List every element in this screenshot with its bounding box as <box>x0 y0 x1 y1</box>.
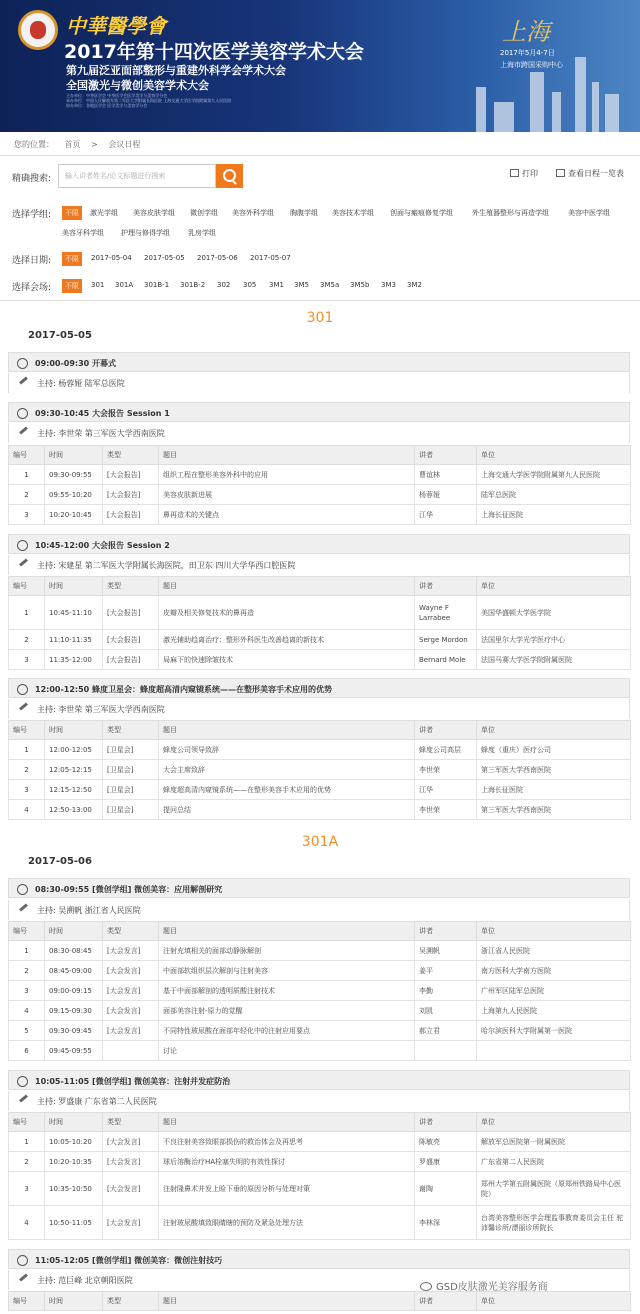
column-header-time: 时间 <box>45 922 103 941</box>
table-row[interactable] <box>9 1152 631 1172</box>
cell-no: 4 <box>9 1206 45 1240</box>
venue-chip[interactable]: 3M5a <box>320 281 340 289</box>
column-header-speaker: 讲者 <box>415 577 477 596</box>
column-header-speaker: 讲者 <box>415 922 477 941</box>
table-row[interactable] <box>9 1001 631 1021</box>
cell-title: 蜂度公司领导致辞 <box>159 740 415 760</box>
room-header-301A: 301A <box>301 834 339 850</box>
cell-title: 注射玻尿酸填致眼睛瞎的预防及紧急处理方法 <box>159 1206 415 1240</box>
cell-speaker: Bernard Mole <box>415 650 477 670</box>
table-row[interactable] <box>9 465 631 485</box>
table-row[interactable] <box>9 1132 631 1152</box>
session-host: 主持: 李世荣 第三军医大学西南医院 <box>8 699 630 719</box>
venue-chip[interactable]: 3M1 <box>269 281 284 289</box>
cell-type: [大会报告] <box>103 505 159 525</box>
cell-time: 09:30-09:55 <box>45 465 103 485</box>
cell-time: 09:15-09:30 <box>45 1001 103 1021</box>
schedule-table <box>8 1112 631 1240</box>
table-row[interactable] <box>9 780 631 800</box>
cell-title: 不良注射美容致眼部损伤的救治体会及再思考 <box>159 1132 415 1152</box>
group-chip[interactable]: 美容技术学组 <box>332 209 374 217</box>
venue-chip[interactable]: 301 <box>91 281 105 289</box>
column-header-time: 时间 <box>45 446 103 465</box>
table-row[interactable] <box>9 596 631 630</box>
column-header-unit: 单位 <box>477 1113 631 1132</box>
column-header-time: 时间 <box>45 577 103 596</box>
cell-type: [大会发言] <box>103 1172 159 1206</box>
venue-chip[interactable]: 3M5 <box>294 281 309 289</box>
cell-unit: 蜂度（重庆）医疗公司 <box>477 740 631 760</box>
table-row[interactable] <box>9 981 631 1001</box>
breadcrumb-current: 会议日程 <box>108 140 141 149</box>
cell-type: [大会发言] <box>103 1021 159 1041</box>
skyline-building <box>476 87 486 132</box>
column-header-type: 类型 <box>103 1113 159 1132</box>
table-header-row <box>9 1292 631 1311</box>
wechat-icon <box>420 1282 432 1291</box>
cell-speaker: 蜂度公司高层 <box>415 740 477 760</box>
session-bar[interactable]: 10:05-11:05 [微创学组] 微创美容：注射并发症防治 <box>8 1070 630 1090</box>
table-row[interactable] <box>9 941 631 961</box>
date-chip[interactable]: 2017-05-07 <box>250 254 291 262</box>
schedule-table <box>8 576 631 670</box>
skyline-building <box>605 94 619 132</box>
conference-banner <box>0 0 640 132</box>
group-chip[interactable]: 乳房学组 <box>188 229 216 237</box>
cell-time: 12:15-12:50 <box>45 780 103 800</box>
cell-no: 4 <box>9 800 45 820</box>
column-header-no: 编号 <box>9 577 45 596</box>
cell-speaker: 江华 <box>415 505 477 525</box>
cell-time: 12:50-13:00 <box>45 800 103 820</box>
cell-time: 09:55-10:20 <box>45 485 103 505</box>
table-header-row <box>9 922 631 941</box>
session-host: 主持: 宋建星 第二军医大学附属长海医院，田卫东 四川大学华西口腔医院 <box>8 555 630 575</box>
cell-speaker: 杨蓉娅 <box>415 485 477 505</box>
session-bar[interactable]: 09:30-10:45 大会报告 Session 1 <box>8 402 630 422</box>
column-header-speaker: 讲者 <box>415 1292 477 1311</box>
cell-no: 1 <box>9 465 45 485</box>
cell-speaker <box>415 1041 477 1061</box>
cell-type: [大会报告] <box>103 650 159 670</box>
column-header-time: 时间 <box>45 721 103 740</box>
cell-type: [大会发言] <box>103 1206 159 1240</box>
cell-no: 1 <box>9 596 45 630</box>
table-header-row <box>9 577 631 596</box>
cell-speaker: Serge Mordon <box>415 630 477 650</box>
cell-type: [卫星会] <box>103 760 159 780</box>
venue-chip[interactable]: 305 <box>243 281 257 289</box>
cell-title: 中面部软组织层次解剖与注射美容 <box>159 961 415 981</box>
cell-title: 面部美容注射-原力的觉醒 <box>159 1001 415 1021</box>
cell-type <box>103 1041 159 1061</box>
divider <box>0 300 640 301</box>
print-icon <box>510 169 519 177</box>
cell-no: 2 <box>9 485 45 505</box>
cell-unit: 第三军医大学西南医院 <box>477 800 631 820</box>
cell-no: 1 <box>9 941 45 961</box>
cell-unit: 浙江省人民医院 <box>477 941 631 961</box>
watermark: GSD皮肤激光美容服务商 <box>420 1278 632 1293</box>
cell-unit: 陆军总医院 <box>477 485 631 505</box>
schedule-table <box>8 445 631 525</box>
cell-type: [大会发言] <box>103 1001 159 1021</box>
cell-speaker: Wayne F Larrabee <box>415 596 477 630</box>
search-label: 精确搜索: <box>12 174 52 184</box>
cell-unit: 上海长征医院 <box>477 505 631 525</box>
cell-time: 12:05-12:15 <box>45 760 103 780</box>
group-chip[interactable]: 微创学组 <box>190 209 218 217</box>
cell-unit <box>477 1041 631 1061</box>
cell-unit: 法国马赛大学医学院附属医院 <box>477 650 631 670</box>
cell-title: 球后溶酶治疗HA栓塞失明的有效性探讨 <box>159 1152 415 1172</box>
cell-type: [大会发言] <box>103 961 159 981</box>
column-header-type: 类型 <box>103 1292 159 1311</box>
table-row[interactable] <box>9 1041 631 1061</box>
table-header-row <box>9 1113 631 1132</box>
skyline-building <box>592 82 599 132</box>
cell-no: 3 <box>9 650 45 670</box>
cell-title: 皮瓣及相关修复技术的鼻再造 <box>159 596 415 630</box>
document-icon <box>556 169 565 177</box>
table-row[interactable] <box>9 740 631 760</box>
column-header-unit: 单位 <box>477 446 631 465</box>
cell-time: 09:00-09:15 <box>45 981 103 1001</box>
venue-chip-all[interactable]: 不限 <box>62 279 82 293</box>
cell-speaker: 姜平 <box>415 961 477 981</box>
cell-speaker: 李勤 <box>415 981 477 1001</box>
cell-time: 10:20-10:45 <box>45 505 103 525</box>
cell-no: 2 <box>9 961 45 981</box>
column-header-unit: 单位 <box>477 1292 631 1311</box>
banner-dates: 2017年5月4-7日 <box>500 49 555 57</box>
banner-city: 上海 <box>502 18 550 46</box>
cell-no: 2 <box>9 1152 45 1172</box>
table-row[interactable] <box>9 1021 631 1041</box>
group-chip-all[interactable]: 不限 <box>62 206 82 220</box>
table-row[interactable] <box>9 760 631 780</box>
print-button[interactable]: 打印 <box>510 168 538 179</box>
cell-type: [大会发言] <box>103 941 159 961</box>
cell-no: 3 <box>9 981 45 1001</box>
session-host: 主持: 范巨峰 北京朝阳医院 <box>8 1270 630 1290</box>
column-header-title: 题目 <box>159 1292 415 1311</box>
table-row[interactable] <box>9 505 631 525</box>
cell-speaker: 刘凯 <box>415 1001 477 1021</box>
breadcrumb-home-link[interactable]: 首页 <box>64 140 81 149</box>
column-header-speaker: 讲者 <box>415 1113 477 1132</box>
cell-speaker: 李林深 <box>415 1206 477 1240</box>
cell-type: [大会报告] <box>103 465 159 485</box>
session-host: 主持: 吴溯帆 浙江省人民医院 <box>8 900 630 920</box>
table-row[interactable] <box>9 1206 631 1240</box>
cell-no: 3 <box>9 1172 45 1206</box>
column-header-type: 类型 <box>103 922 159 941</box>
cell-type: [卫星会] <box>103 800 159 820</box>
table-row[interactable] <box>9 650 631 670</box>
cell-speaker: 李世荣 <box>415 760 477 780</box>
cell-speaker: 江华 <box>415 780 477 800</box>
column-header-time: 时间 <box>45 1292 103 1311</box>
cell-unit: 第三军医大学西南医院 <box>477 760 631 780</box>
column-header-no: 编号 <box>9 1113 45 1132</box>
cell-speaker: 曹谊林 <box>415 465 477 485</box>
column-header-unit: 单位 <box>477 721 631 740</box>
divider <box>0 155 640 156</box>
cell-time: 10:45-11:10 <box>45 596 103 630</box>
cell-title: 不同特性玻尿酸在面部年轻化中的注射应用要点 <box>159 1021 415 1041</box>
cell-unit: 南方医科大学南方医院 <box>477 961 631 981</box>
cell-unit: 解放军总医院第一附属医院 <box>477 1132 631 1152</box>
cell-unit: 法国里尔大学光学医疗中心 <box>477 630 631 650</box>
table-header-row <box>9 721 631 740</box>
cell-speaker: 吴溯帆 <box>415 941 477 961</box>
cell-type: [大会发言] <box>103 981 159 1001</box>
banner-society-name: 中華醫學會 <box>66 14 166 38</box>
column-header-title: 题目 <box>159 446 415 465</box>
cell-time: 10:35-10:50 <box>45 1172 103 1206</box>
cell-unit: 广东省第二人民医院 <box>477 1152 631 1172</box>
cell-type: [大会发言] <box>103 1152 159 1172</box>
group-chip[interactable]: 胸腹学组 <box>290 209 318 217</box>
cell-time: 10:05-10:20 <box>45 1132 103 1152</box>
cell-title: 组织工程在整形美容外科中的应用 <box>159 465 415 485</box>
session-host: 主持: 罗盛康 广东省第二人民医院 <box>8 1091 630 1111</box>
column-header-speaker: 讲者 <box>415 446 477 465</box>
cell-title: 鼻再造术的关键点 <box>159 505 415 525</box>
group-chip[interactable]: 美容牙科学组 <box>62 229 104 237</box>
cell-unit: 哈尔滨医科大学附属第一医院 <box>477 1021 631 1041</box>
banner-subtitle-2: 全国激光与微创美容学术大会 <box>66 79 209 92</box>
group-chip[interactable]: 创面与瘢痕修复学组 <box>390 209 453 217</box>
cell-unit: 郑州大学第五附属医院（原郑州铁路局中心医院） <box>477 1172 631 1206</box>
table-row[interactable] <box>9 800 631 820</box>
column-header-no: 编号 <box>9 721 45 740</box>
column-header-title: 题目 <box>159 577 415 596</box>
table-row[interactable] <box>9 961 631 981</box>
schedule-table <box>8 921 631 1061</box>
cell-no: 1 <box>9 1132 45 1152</box>
cell-title: 蜂度超高清内窥镜系统——在整形美容手术应用的优势 <box>159 780 415 800</box>
schedule-table <box>8 720 631 820</box>
cell-title: 大会主席致辞 <box>159 760 415 780</box>
column-header-no: 编号 <box>9 922 45 941</box>
cell-time: 08:30-08:45 <box>45 941 103 961</box>
cell-title: 局麻下的快速除皱技术 <box>159 650 415 670</box>
venue-chip[interactable]: 301B-2 <box>180 281 206 289</box>
cell-time: 09:45-09:55 <box>45 1041 103 1061</box>
session-bar[interactable]: 09:00-09:30 开幕式 <box>8 352 630 372</box>
cell-type: [大会报告] <box>103 630 159 650</box>
cell-type: [卫星会] <box>103 740 159 760</box>
cell-type: [大会发言] <box>103 1132 159 1152</box>
cell-unit: 上海长征医院 <box>477 780 631 800</box>
group-chip[interactable]: 美容外科学组 <box>232 209 274 217</box>
group-chip[interactable]: 护理与修得学组 <box>121 229 170 237</box>
cell-no: 3 <box>9 780 45 800</box>
banner-subtitle-1: 第九届泛亚面部整形与重建外科学会学术大会 <box>66 64 286 77</box>
group-chip[interactable]: 美容中医学组 <box>568 209 610 217</box>
session-bar[interactable]: 12:00-12:50 蜂度卫星会：蜂度超高清内窥镜系统——在整形美容手术应用的优势 <box>8 678 630 698</box>
cell-title: 注射隆鼻术并发上睑下垂的原因分析与处理对策 <box>159 1172 415 1206</box>
venue-chip[interactable]: 3M3 <box>381 281 396 289</box>
date-header: 2017-05-05 <box>28 330 92 341</box>
cell-time: 08:45-09:00 <box>45 961 103 981</box>
cell-no: 3 <box>9 505 45 525</box>
cell-time: 12:00-12:05 <box>45 740 103 760</box>
cell-type: [大会报告] <box>103 485 159 505</box>
cell-speaker: 罗盛康 <box>415 1152 477 1172</box>
cell-unit: 台湾美容整形医学会理监事教育委员会主任 驼沛馨诊所/漂丽诊所院长 <box>477 1206 631 1240</box>
cell-time: 10:50-11:05 <box>45 1206 103 1240</box>
cell-no: 1 <box>9 740 45 760</box>
column-header-type: 类型 <box>103 446 159 465</box>
venue-filter-label: 选择会场: <box>12 283 52 293</box>
column-header-unit: 单位 <box>477 577 631 596</box>
cell-no: 2 <box>9 630 45 650</box>
banner-organizers: 主办单位：中华医学会 中华医学会医学美学与美容学分会 承办单位：中国人民解放军第二军医大学附属长海医院 上海交通大学医学院附属第九人民医院 协办单位：各地医学会 医学美学与美容学分会 <box>66 93 232 108</box>
table-header-row <box>9 446 631 465</box>
cell-speaker: 陈敏亮 <box>415 1132 477 1152</box>
date-chip[interactable]: 2017-05-06 <box>197 254 238 262</box>
breadcrumb: 您的位置： 首页 > 会议日程 <box>14 140 141 149</box>
cell-title: 注射充填相关的面部动静脉解剖 <box>159 941 415 961</box>
group-chip[interactable]: 外生殖器整形与再造学组 <box>472 209 549 217</box>
table-row[interactable] <box>9 1172 631 1206</box>
session-bar[interactable]: 08:30-09:55 [微创学组] 微创美容：应用解剖研究 <box>8 878 630 898</box>
skyline-building <box>530 72 544 132</box>
session-bar[interactable]: 10:45-12:00 大会报告 Session 2 <box>8 534 630 554</box>
group-filter-label: 选择学组: <box>12 210 52 220</box>
column-header-title: 题目 <box>159 922 415 941</box>
cell-time: 11:35-12:00 <box>45 650 103 670</box>
session-host: 主持: 杨蓉娅 陆军总医院 <box>8 373 630 393</box>
column-header-time: 时间 <box>45 1113 103 1132</box>
skyline-building <box>552 92 561 132</box>
cell-no: 5 <box>9 1021 45 1041</box>
cell-unit: 上海交通大学医学院附属第九人民医院 <box>477 465 631 485</box>
date-chip-all[interactable]: 不限 <box>62 252 82 266</box>
cell-no: 6 <box>9 1041 45 1061</box>
cell-title: 提问总结 <box>159 800 415 820</box>
cell-time: 10:20-10:35 <box>45 1152 103 1172</box>
cell-time: 11:10-11:35 <box>45 630 103 650</box>
cell-title: 激光辅助趋离治疗：整形外科医生改善趋离的新技术 <box>159 630 415 650</box>
date-filter-label: 选择日期: <box>12 256 52 266</box>
view-schedule-overview-button[interactable]: 查看日程一览表 <box>556 168 624 179</box>
cell-time: 09:30-09:45 <box>45 1021 103 1041</box>
venue-chip[interactable]: 301B-1 <box>144 281 170 289</box>
schedule-table <box>8 1291 631 1311</box>
venue-chip[interactable]: 301A <box>115 281 134 289</box>
cell-title: 基于中面部解剖的透明质酸注射技术 <box>159 981 415 1001</box>
column-header-no: 编号 <box>9 1292 45 1311</box>
date-chip[interactable]: 2017-05-05 <box>144 254 185 262</box>
column-header-unit: 单位 <box>477 922 631 941</box>
room-header-301: 301 <box>306 310 334 326</box>
cell-type: [卫星会] <box>103 780 159 800</box>
cell-unit: 广州军区陆军总医院 <box>477 981 631 1001</box>
column-header-title: 题目 <box>159 1113 415 1132</box>
skyline-building <box>494 102 514 132</box>
society-logo-icon <box>18 10 58 50</box>
cell-no: 2 <box>9 760 45 780</box>
venue-chip[interactable]: 3M2 <box>407 281 422 289</box>
table-row[interactable] <box>9 485 631 505</box>
group-chip[interactable]: 激光学组 <box>90 209 118 217</box>
column-header-title: 题目 <box>159 721 415 740</box>
banner-venue: 上海市跨国采购中心 <box>500 61 563 69</box>
cell-speaker: 谢陶 <box>415 1172 477 1206</box>
cell-unit: 美国华盛顿大学医学院 <box>477 596 631 630</box>
banner-title: 2017年第十四次医学美容学术大会 <box>64 41 364 63</box>
cell-speaker: 李世荣 <box>415 800 477 820</box>
cell-type: [大会报告] <box>103 596 159 630</box>
skyline-building <box>575 57 586 132</box>
cell-title: 讨论 <box>159 1041 415 1061</box>
column-header-speaker: 讲者 <box>415 721 477 740</box>
venue-chip[interactable]: 302 <box>217 281 231 289</box>
cell-speaker: 郝立君 <box>415 1021 477 1041</box>
search-button[interactable] <box>216 164 243 188</box>
cell-no: 4 <box>9 1001 45 1021</box>
cell-unit: 上海第九人民医院 <box>477 1001 631 1021</box>
column-header-type: 类型 <box>103 721 159 740</box>
search-input[interactable]: 输入讲者姓名/论文标题进行搜索 <box>58 164 216 188</box>
session-host: 主持: 李世荣 第三军医大学西南医院 <box>8 423 630 443</box>
column-header-type: 类型 <box>103 577 159 596</box>
column-header-no: 编号 <box>9 446 45 465</box>
group-chip[interactable]: 美容皮肤学组 <box>133 209 175 217</box>
session-bar[interactable]: 11:05-12:05 [微创学组] 微创美容：微创注射技巧 <box>8 1249 630 1269</box>
cell-title: 美容皮肤新进展 <box>159 485 415 505</box>
table-row[interactable] <box>9 630 631 650</box>
venue-chip[interactable]: 3M5b <box>350 281 370 289</box>
date-header: 2017-05-06 <box>28 856 92 867</box>
date-chip[interactable]: 2017-05-04 <box>91 254 132 262</box>
